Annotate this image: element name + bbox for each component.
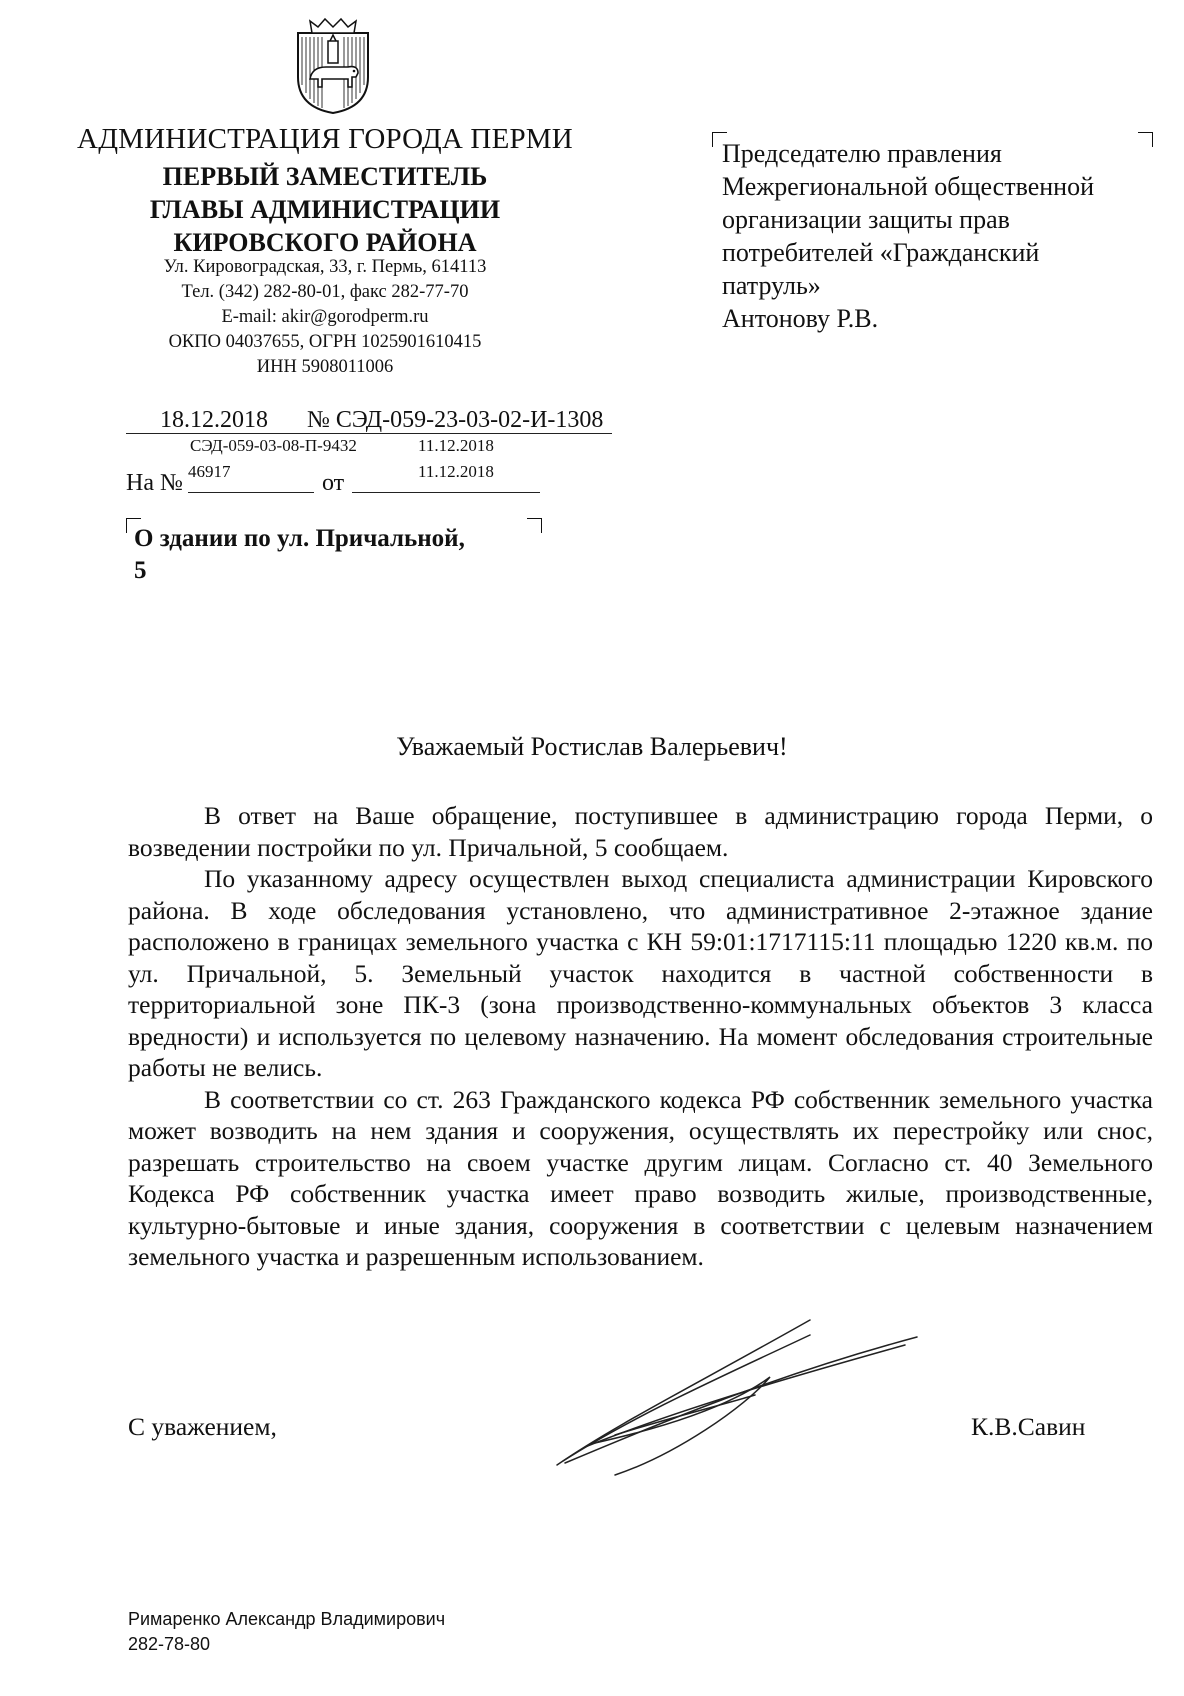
issuer-title-line1: ПЕРВЫЙ ЗАМЕСТИТЕЛЬ — [162, 162, 488, 191]
inn: ИНН 5908011006 — [256, 357, 394, 377]
email: E-mail: akir@gorodperm.ru — [221, 307, 429, 327]
registration-number: № СЭД-059-23-03-02-И-1308 — [307, 407, 604, 433]
signer-name: К.В.Савин — [971, 1412, 1086, 1441]
handwritten-signature — [555, 1315, 925, 1480]
okpo-ogrn: ОКПО 04037655, ОГРН 1025901610415 — [168, 332, 482, 352]
in-reply-label: На № — [126, 470, 183, 496]
coat-of-arms-emblem — [292, 15, 374, 115]
subject-line1: О здании по ул. Причальной, — [134, 525, 465, 552]
in-reply-date: 11.12.2018 — [418, 462, 494, 481]
registration-underline — [126, 433, 612, 434]
greeting: Уважаемый Ростислав Валерьевич! — [396, 732, 788, 761]
subject — [134, 523, 534, 587]
recipient-line6: Антонову Р.В. — [722, 304, 879, 333]
in-reply-number-line — [188, 492, 314, 493]
recipient-line5: патруль» — [722, 271, 821, 300]
executor-block — [128, 1607, 445, 1657]
registration-date: 18.12.2018 — [160, 407, 268, 433]
organization-name: АДМИНИСТРАЦИЯ ГОРОДА ПЕРМИ — [77, 123, 573, 155]
closing: С уважением, — [128, 1412, 277, 1441]
reference-document-date: 11.12.2018 — [418, 436, 494, 455]
executor-phone: 282-78-80 — [128, 1634, 211, 1654]
in-reply-number: 46917 — [188, 462, 231, 481]
issuer-title — [60, 160, 590, 259]
phone-fax: Тел. (342) 282-80-01, факс 282-77-70 — [181, 282, 469, 302]
body-paragraph-2: По указанному адресу осуществлен выход специалиста администрации Кировского района. В ходе обследования установлено, что административное 2-этажное здание расположено в границах земельного участка с КН 59:01:1717115:11 площадью 1220 кв.м. по ул. Причальной, 5. Земельный участок находится в частной собственности в территориальной зоне ПК-3 (зона производственно-коммунальных объектов 3 класса вредности) и используется по целевому назначению. На момент обследования строительные работы не велись. — [128, 864, 1153, 1082]
executor-name: Римаренко Александр Владимирович — [128, 1609, 446, 1629]
recipient-line1: Председателю правления — [722, 139, 1002, 168]
letter-body — [128, 800, 1153, 1273]
contact-block — [60, 255, 590, 380]
body-paragraph-3: В соответствии со ст. 263 Гражданского кодекса РФ собственник земельного участка может возводить на нем здания и сооружения, осуществлять их перестройку или снос, разрешать строительство на своем участке другим лицам. Согласно ст. 40 Земельного Кодекса РФ собственник участка имеет право возводить жилые, производственные, культурно-бытовые и иные здания, сооружения в соответствии с целевым назначением земельного участка и разрешенным использованием. — [128, 1084, 1153, 1271]
issuer-title-line3: КИРОВСКОГО РАЙОНА — [173, 228, 477, 257]
issuer-title-line2: ГЛАВЫ АДМИНИСТРАЦИИ — [149, 195, 501, 224]
recipient-block — [722, 137, 1142, 335]
body-paragraph-1: В ответ на Ваше обращение, поступившее в администрацию города Перми, о возведении постройки по ул. Причальной, 5 сообщаем. — [128, 801, 1153, 862]
address: Ул. Кировоградская, 33, г. Пермь, 614113 — [163, 257, 487, 277]
from-label: от — [322, 470, 345, 496]
reference-document: СЭД-059-03-08-П-9432 — [190, 436, 357, 455]
recipient-line4: потребителей «Гражданский — [722, 238, 1040, 267]
in-reply-date-line — [352, 492, 540, 493]
subject-line2: 5 — [134, 557, 147, 584]
recipient-line2: Межрегиональной общественной — [722, 172, 1094, 201]
recipient-line3: организации защиты прав — [722, 205, 1010, 234]
